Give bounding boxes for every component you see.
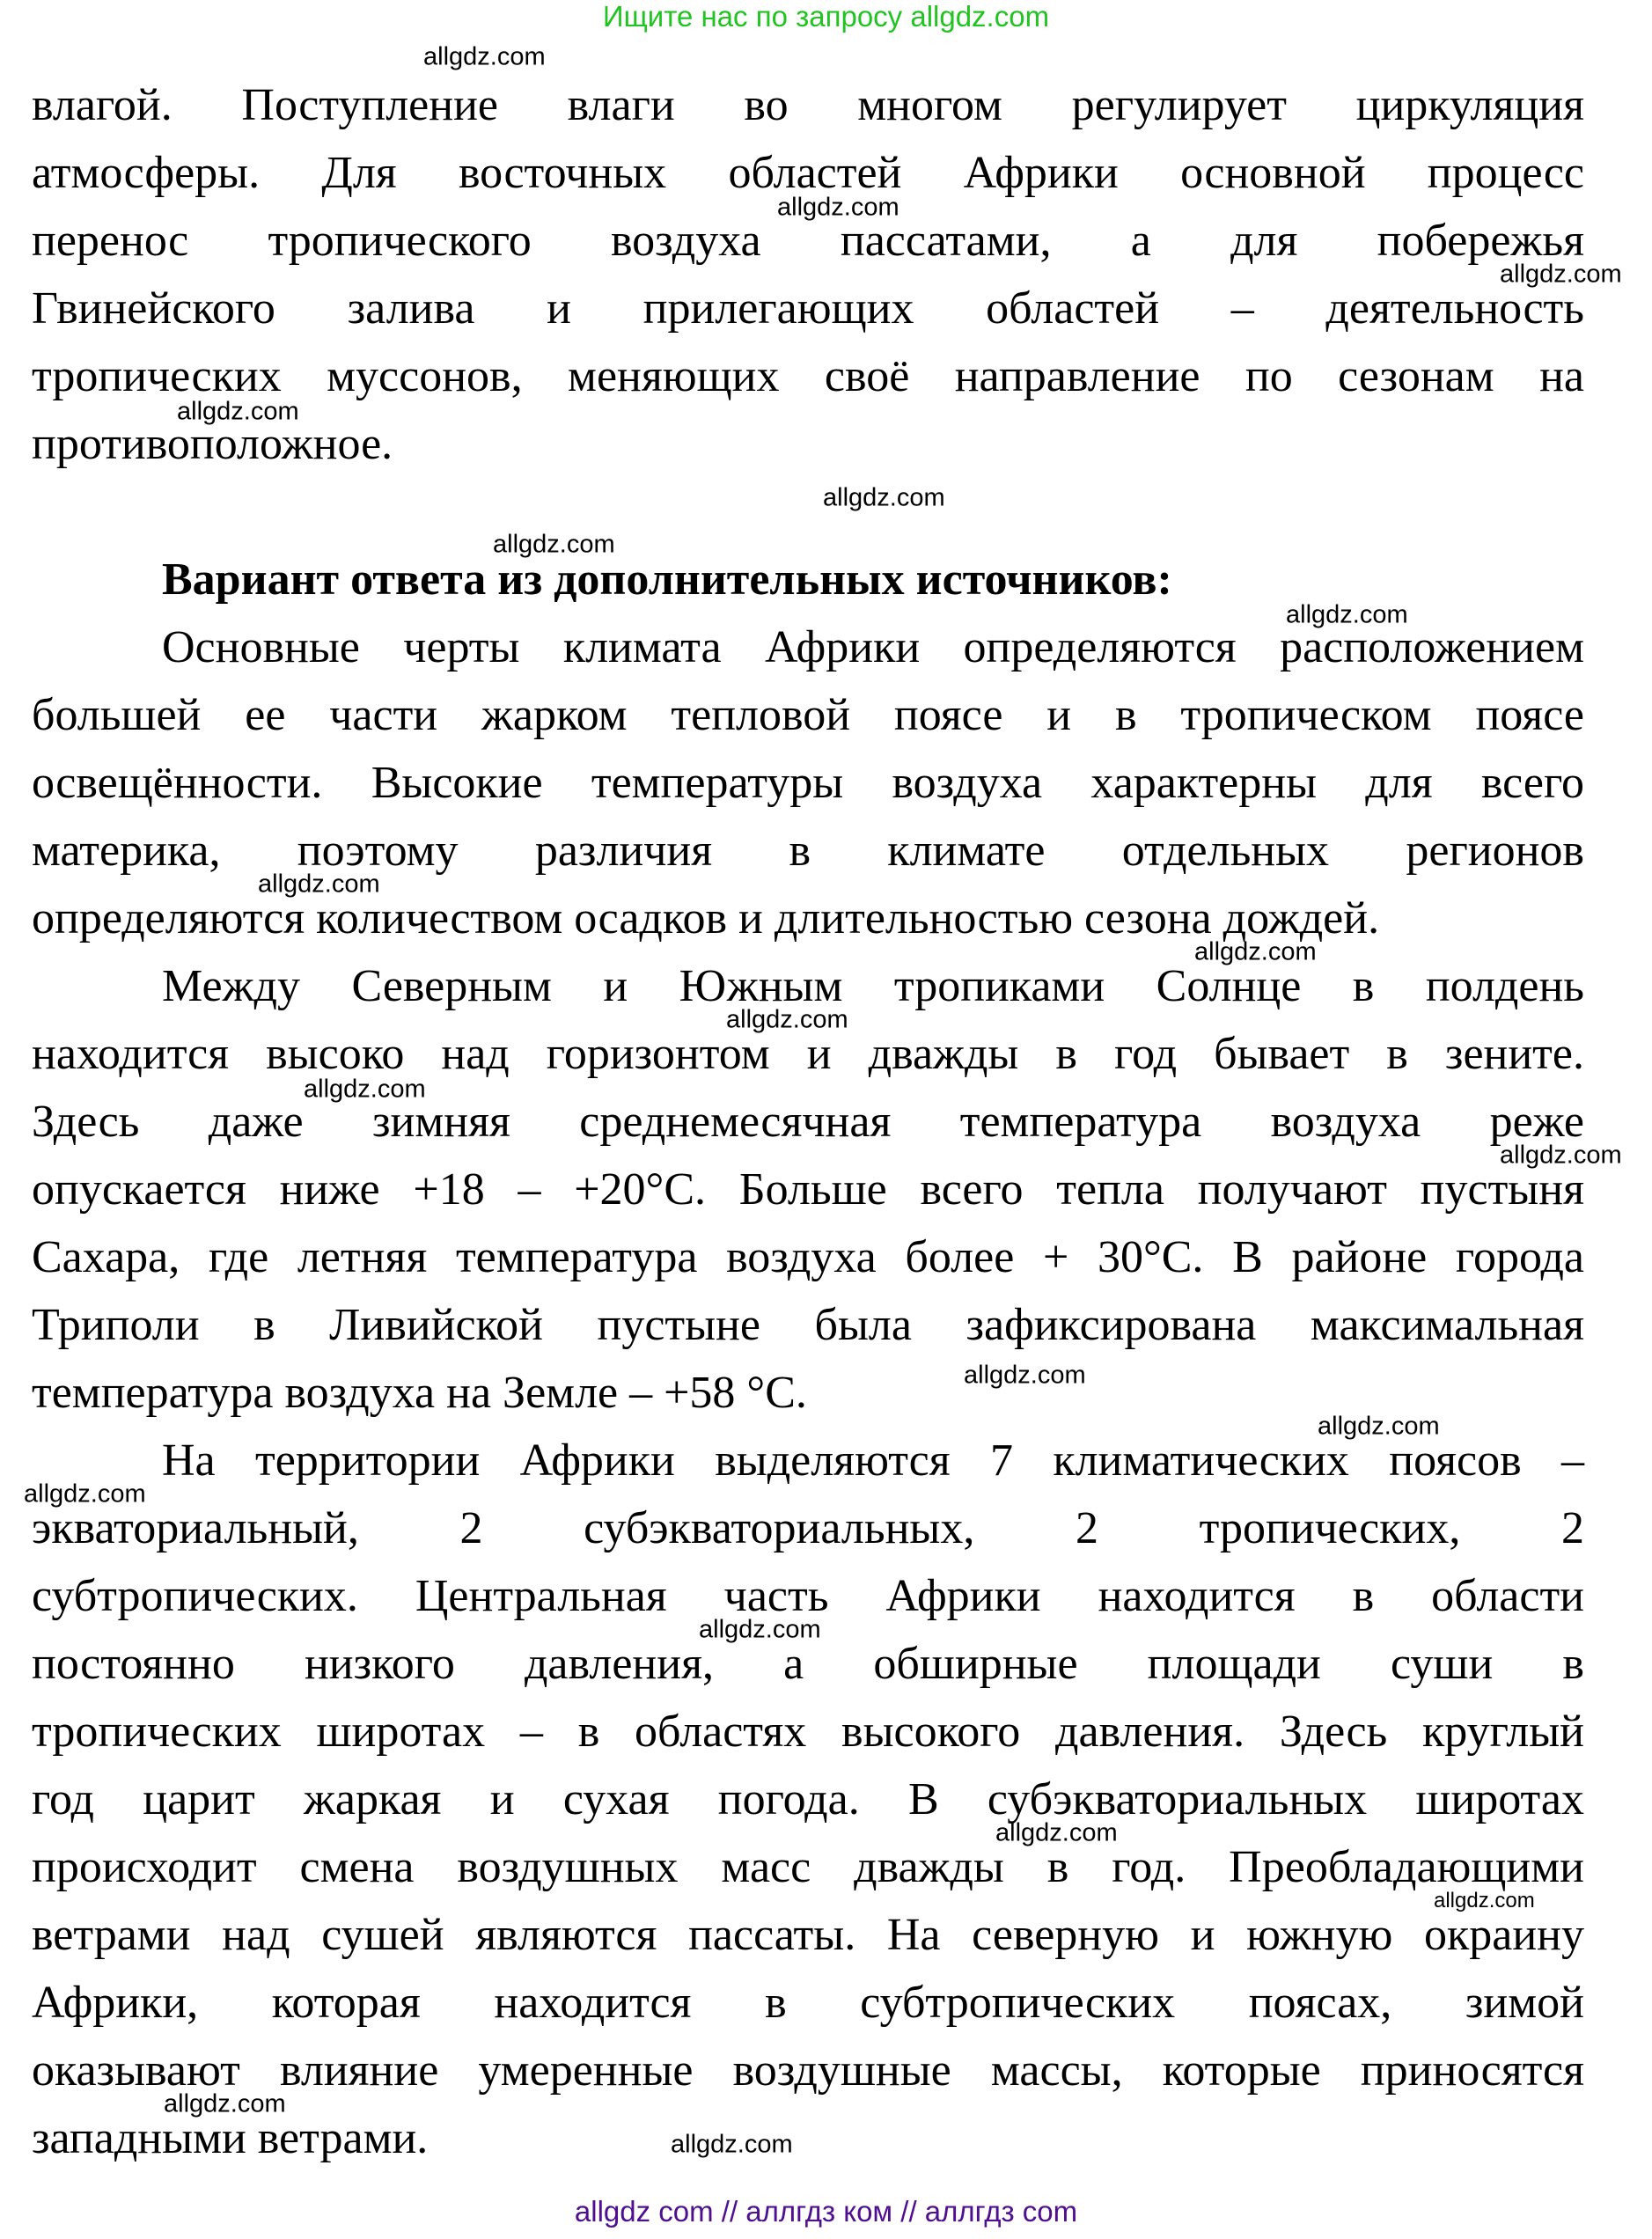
text-line: Африки, которая находится в субтропических поясах, зимой xyxy=(32,1978,1584,2028)
text-line: температура воздуха на Земле – +58 °С. xyxy=(32,1368,807,1418)
watermark: allgdz.com xyxy=(493,530,615,559)
paragraph-2 xyxy=(32,614,1584,953)
text-line: влагой. Поступление влаги во многом регулирует циркуляция xyxy=(32,80,1584,130)
blank-line xyxy=(32,495,1584,530)
text-line: Триполи в Ливийской пустыне была зафиксирована максимальная xyxy=(32,1300,1584,1350)
watermark: allgdz.com xyxy=(823,483,945,512)
text-line: Между Северным и Южным тропиками Солнце в полдень xyxy=(162,961,1584,1011)
watermark: allgdz.com xyxy=(1434,1889,1535,1912)
watermark: allgdz.com xyxy=(726,1005,848,1034)
text-line: Сахара, где летняя температура воздуха более + 30°С. В районе города xyxy=(32,1232,1584,1282)
text-line: Гвинейского залива и прилегающих областей – деятельность xyxy=(32,283,1584,334)
text-line: перенос тропического воздуха пассатами, а для побережья xyxy=(32,216,1584,266)
watermark: allgdz.com xyxy=(777,193,899,222)
text-line: постоянно низкого давления, а обширные площади суши в xyxy=(32,1639,1584,1689)
text-line: тропических широтах – в областях высокого давления. Здесь круглый xyxy=(32,1707,1584,1757)
watermark: allgdz.com xyxy=(177,397,299,426)
bottom-banner: allgdz com // аллгдз ком // аллгдз com xyxy=(574,2195,1078,2228)
text-line: опускается ниже +18 – +20°С. Больше всего тепла получают пустыня xyxy=(32,1164,1584,1215)
text-line: освещённости. Высокие температуры воздуха характерны для всего xyxy=(32,758,1584,808)
watermark: allgdz.com xyxy=(995,1818,1118,1847)
text-line: материка, поэтому различия в климате отдельных регионов xyxy=(32,826,1584,876)
watermark: allgdz.com xyxy=(964,1361,1086,1390)
section-heading: Вариант ответа из дополнительных источников: xyxy=(162,554,1172,605)
watermark: allgdz.com xyxy=(304,1075,426,1104)
watermark: allgdz.com xyxy=(1500,1141,1622,1170)
watermark: allgdz.com xyxy=(671,2130,793,2159)
watermark: allgdz.com xyxy=(1286,600,1408,629)
text-line: тропических муссонов, меняющих своё направление по сезонам на xyxy=(32,351,1584,401)
watermark: allgdz.com xyxy=(423,42,546,71)
text-line: западными ветрами. xyxy=(32,2113,429,2163)
text-line: ветрами над сушей являются пассаты. На северную и южную окраину xyxy=(32,1910,1584,1960)
watermark: allgdz.com xyxy=(258,870,380,899)
text-line: субтропических. Центральная часть Африки находится в области xyxy=(32,1571,1584,1621)
watermark: allgdz.com xyxy=(1194,937,1317,966)
text-line: год царит жаркая и сухая погода. В субэкваториальных широтах xyxy=(32,1774,1584,1824)
text-line: противоположное. xyxy=(32,419,393,469)
watermark: allgdz.com xyxy=(699,1615,821,1644)
text-line: находится высоко над горизонтом и дважды в год бывает в зените. xyxy=(32,1029,1584,1079)
watermark: allgdz.com xyxy=(24,1479,146,1509)
text-line: происходит смена воздушных масс дважды в год. Преобладающими xyxy=(32,1842,1584,1892)
text-line: большей ее части жарком тепловой поясе и в тропическом поясе xyxy=(32,690,1584,740)
text-line: Основные черты климата Африки определяются расположением xyxy=(162,622,1584,672)
watermark: allgdz.com xyxy=(1318,1412,1440,1441)
document-body xyxy=(32,72,1584,2173)
text-line: экваториальный, 2 субэкваториальных, 2 тропических, 2 xyxy=(32,1503,1584,1553)
top-banner: Ищите нас по запросу allgdz.com xyxy=(602,0,1050,33)
text-line: На территории Африки выделяются 7 климатических поясов – xyxy=(162,1435,1584,1486)
watermark: allgdz.com xyxy=(1500,260,1622,289)
text-line: атмосферы. Для восточных областей Африки основной процесс xyxy=(32,148,1584,198)
watermark: allgdz.com xyxy=(164,2089,286,2118)
text-line: оказывают влияние умеренные воздушные массы, которые приносятся xyxy=(32,2045,1584,2096)
paragraph-4 xyxy=(32,1428,1584,2173)
text-line: Здесь даже зимняя среднемесячная температура воздуха реже xyxy=(32,1097,1584,1147)
text-line: определяются количеством осадков и длительностью сезона дождей. xyxy=(32,893,1380,943)
